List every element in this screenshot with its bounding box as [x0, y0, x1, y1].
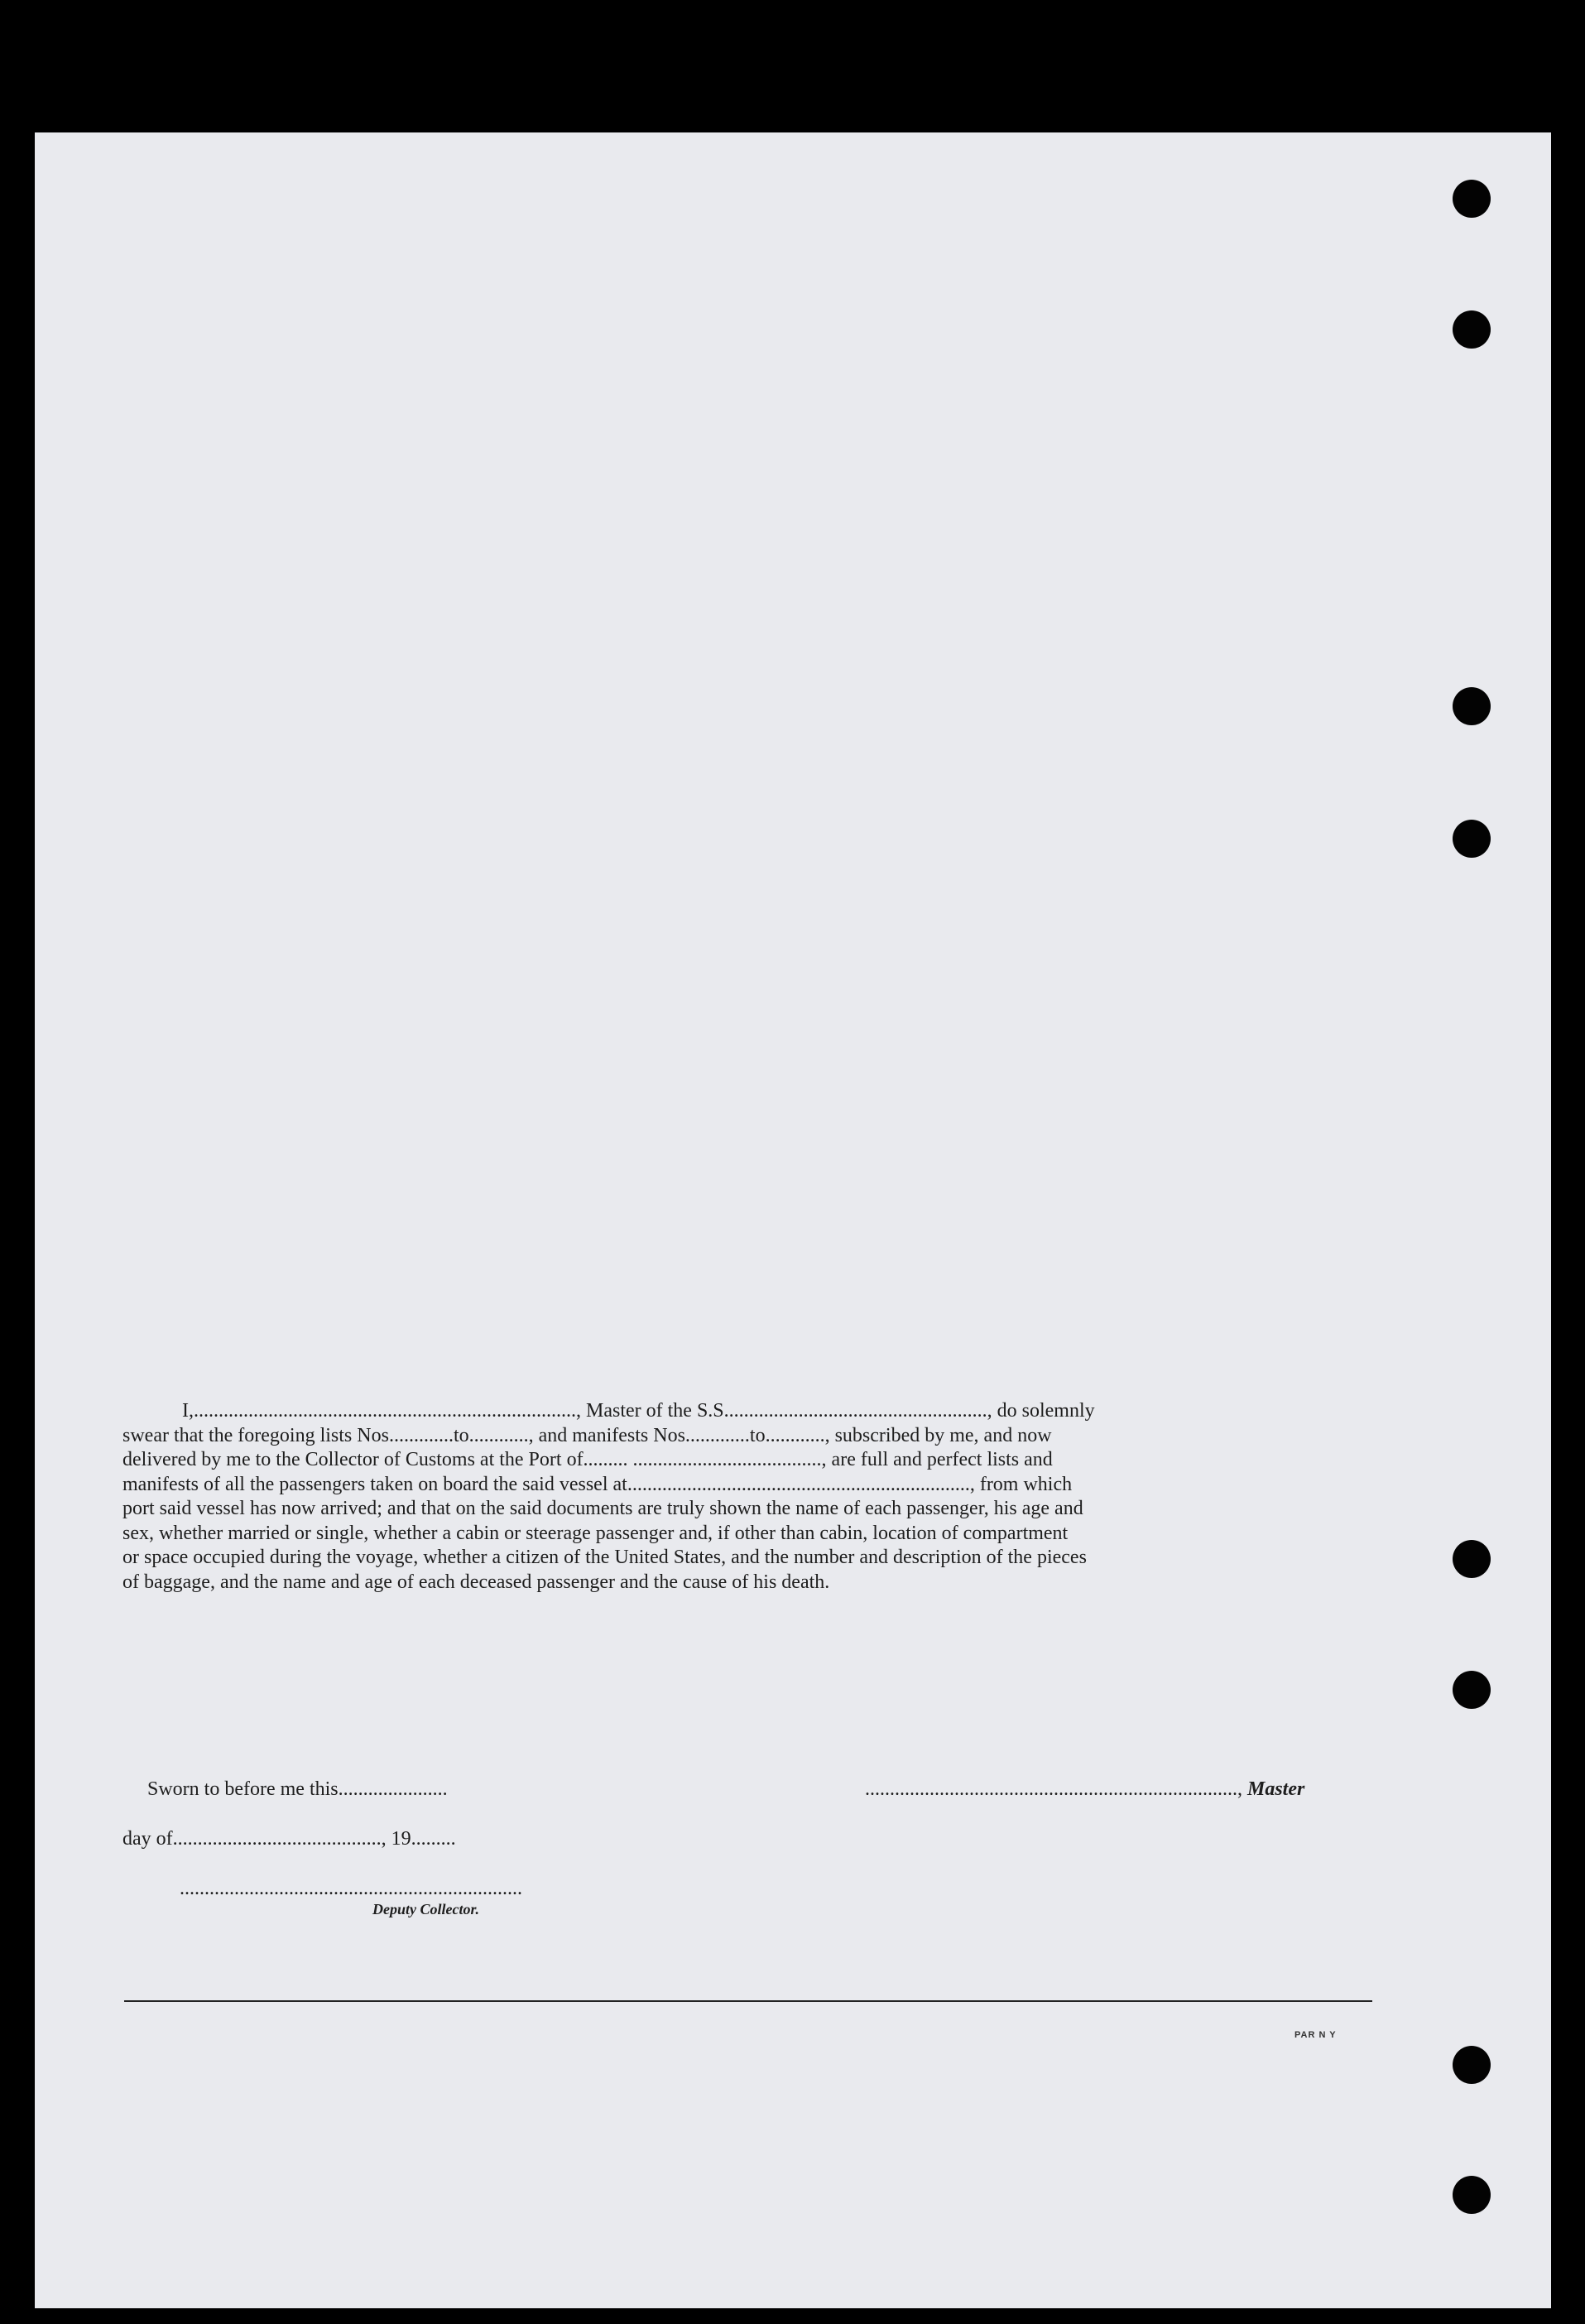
oath-line: swear that the foregoing lists Nos.............to............, and manifests Nos.............to............, subscribed by me, and now: [122, 1424, 1052, 1446]
deputy-signature-line: .....................................................................: [180, 1878, 522, 1899]
horizontal-rule: [124, 2000, 1372, 2002]
punch-hole: [1453, 687, 1491, 725]
punch-hole: [1453, 2046, 1491, 2084]
day-of-line: day of.........................................., 19.........: [122, 1828, 456, 1850]
oath-line: port said vessel has now arrived; and that on the said documents are truly shown the name of each passenger, his age and: [122, 1498, 1083, 1519]
punch-hole: [1453, 820, 1491, 858]
sworn-before-line: Sworn to before me this......................: [147, 1778, 448, 1800]
punch-hole: [1453, 310, 1491, 349]
punch-hole: [1453, 180, 1491, 218]
master-signature-dots: ...........................................................................,: [865, 1778, 1247, 1800]
oath-line: sex, whether married or single, whether a cabin or steerage passenger and, if other than cabin, location of compartment: [122, 1522, 1069, 1544]
printer-mark: PAR N Y: [1294, 2030, 1337, 2040]
manifest-page: [35, 132, 1551, 2308]
punch-hole: [1453, 1540, 1491, 1578]
oath-line: of baggage, and the name and age of each deceased passenger and the cause of his death.: [122, 1571, 830, 1593]
oath-line: delivered by me to the Collector of Customs at the Port of......... ......................................, are full and perfect lists and: [122, 1449, 1053, 1470]
deputy-collector-label: Deputy Collector.: [372, 1901, 479, 1917]
punch-hole: [1453, 1671, 1491, 1709]
master-oath-paragraph: [122, 1399, 1372, 1595]
master-signature-line: [865, 1778, 1304, 1801]
punch-hole: [1453, 2176, 1491, 2214]
oath-line: or space occupied during the voyage, whether a citizen of the United States, and the number and description of the pieces: [122, 1547, 1087, 1568]
oath-line: I,............................................................................., Master of the S.S....................................................., do solemnly: [182, 1400, 1095, 1422]
master-label: Master: [1247, 1778, 1305, 1800]
oath-line: manifests of all the passengers taken on board the said vessel at....................................................................., from which: [122, 1473, 1073, 1495]
